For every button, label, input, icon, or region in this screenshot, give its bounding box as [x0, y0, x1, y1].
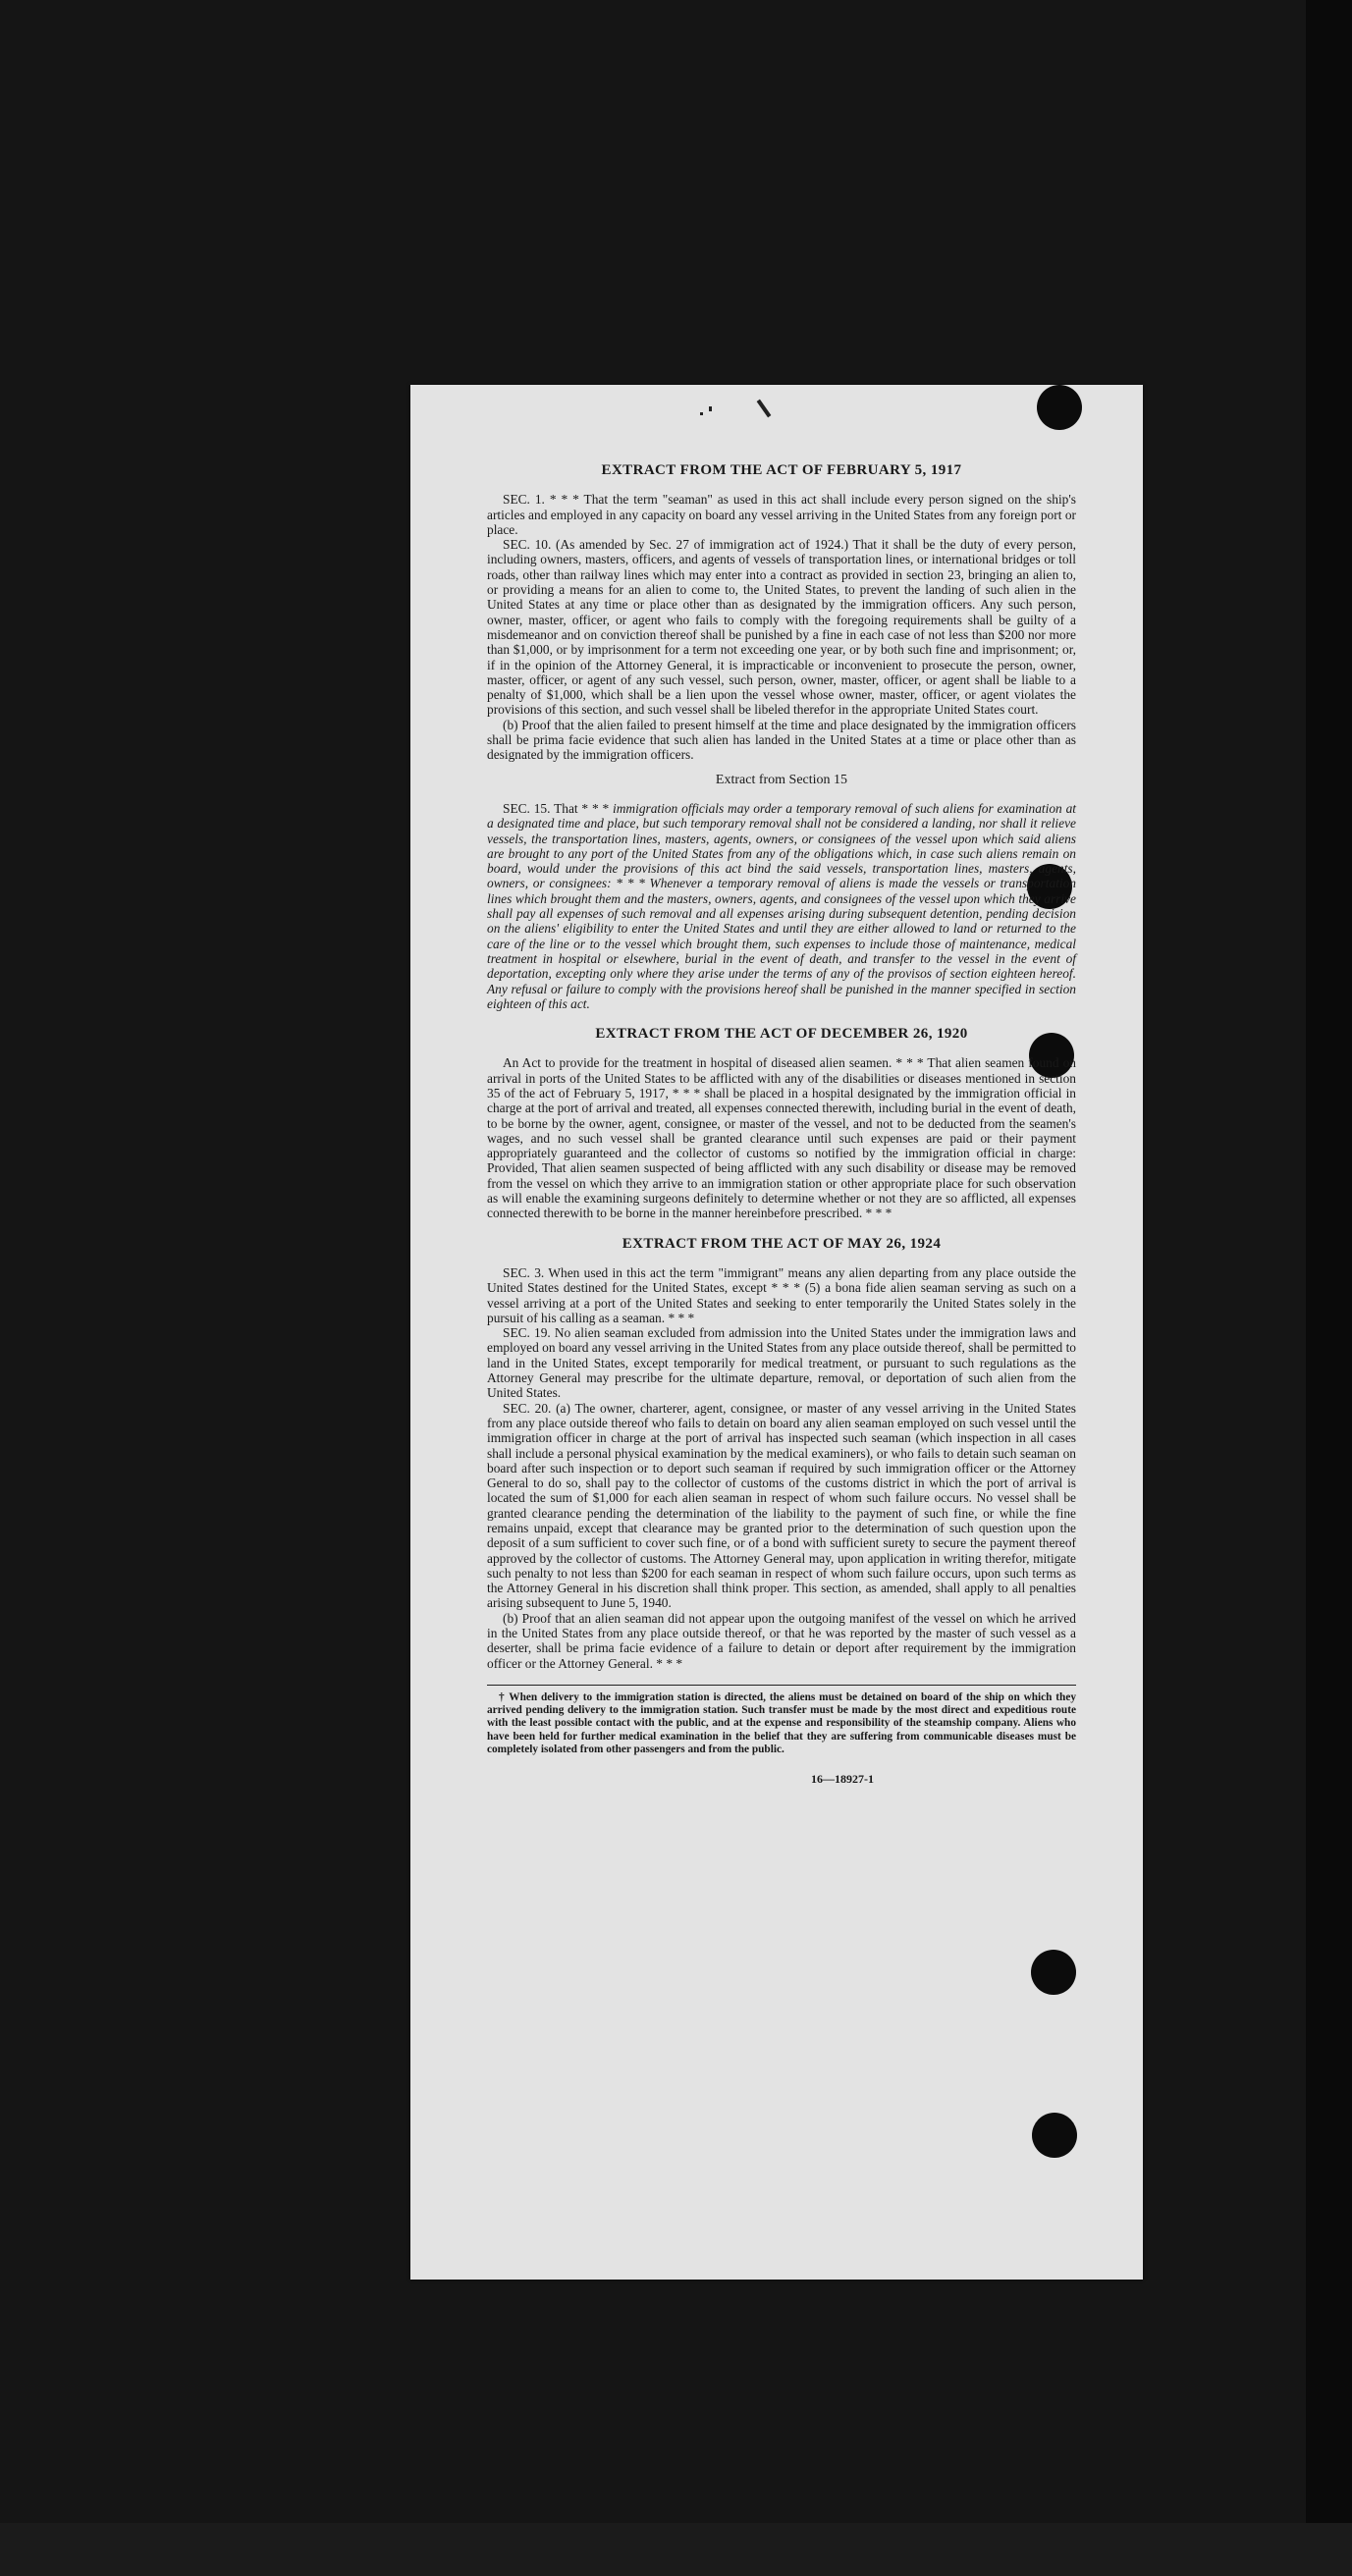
paragraph-act-1920: An Act to provide for the treatment in hospital of diseased alien seamen. * * * That alien seamen found on arrival in ports of the United States to be afflicted with any of the disabilities or diseases mentioned in section 35 of the act of February 5, 1917, * * * shall be placed in a hospital designated by the immigration official in charge at the port of arrival and treated, all expenses connected therewith, including burial in the event of death, to be borne by the owner, agent, consignee, or master of the vessel, and not to be deducted from the seamen's wages, and no such vessel shall be granted clearance until such expenses are paid or their payment appropriately guaranteed and the collector of customs so notified by the immigration official in charge: Provided, That alien seamen suspected of being afflicted with any such disability or disease may be removed from the vessel on which they arrive to an immigration station or other appropriate place for such observation as will enable the examining surgeons definitely to determine whether or not they are so afflicted, all expenses connected therewith to be borne in the manner hereinbefore prescribed. * * * — [487, 1055, 1076, 1221]
sec-15-lead: SEC. 15. That * * * — [503, 800, 614, 816]
paragraph-sec-15 — [487, 801, 1076, 1011]
paragraph-sec-1: SEC. 1. * * * That the term "seaman" as used in this act shall include every person signed on the ship's articles and employed in any capacity on board any vessel arriving in the United States from any foreign port or place. — [487, 492, 1076, 537]
scan-background-edge — [1306, 0, 1352, 2576]
paragraph-sec-19: SEC. 19. No alien seaman excluded from admission into the United States under the immigration laws and employed on board any vessel arriving in the United States from any place outside thereof, shall be permitted to land in the United States, except temporarily for medical treatment, or pursuant to such regulations as the Attorney General may prescribe for the ultimate departure, removal, or deportation of such alien from the United States. — [487, 1325, 1076, 1401]
ink-speck — [709, 406, 712, 411]
paragraph-sec-20a: SEC. 20. (a) The owner, charterer, agent, consignee, or master of any vessel arriving in the United States from any place outside thereof who fails to detain on board any alien seaman employed on such vessel until the immigration officer in charge at the port of arrival has inspected such seaman (which inspection in all cases shall include a personal physical examination by the medical examiners), or who fails to detain such seaman on board after such inspection or to deport such seaman if required by such immigration officer or the Attorney General to do so, shall pay to the collector of customs of the customs district in which the port of arrival is located the sum of $1,000 for each alien seaman in respect of whom such failure occurs. No vessel shall be granted clearance pending the determination of the liability to the payment of such fine, or while the fine remains unpaid, except that clearance may be granted prior to the determination of such question upon the deposit of a sum sufficient to cover such fine, or of a bond with sufficient surety to secure the payment thereof approved by the collector of customs. The Attorney General may, upon application in writing therefor, mitigate such penalty to not less than $200 for each seaman in respect of whom such failure occurs, upon such terms as the Attorney General in his discretion shall think proper. This section, as amended, shall apply to all penalties arising subsequent to June 5, 1940. — [487, 1400, 1076, 1611]
heading-act-may-1924: EXTRACT FROM THE ACT OF MAY 26, 1924 — [622, 1235, 942, 1252]
document-page — [410, 385, 1143, 2280]
punch-hole — [1037, 385, 1082, 430]
paragraph-sec-3: SEC. 3. When used in this act the term "immigrant" means any alien departing from any place outside the United States destined for the United States, except * * * (5) a bona fide alien seaman serving as such on a vessel arriving at a port of the United States and seeking to enter temporarily the United States solely in the pursuit of his calling as a seaman. * * * — [487, 1264, 1076, 1325]
paragraph-sec-20b: (b) Proof that an alien seaman did not appear upon the outgoing manifest of the vessel on which he arrived in the United States from any place outside thereof, or that he was reported by the master of such vessel as a deserter, shall be prima facie evidence of a failure to detain or deport after requirement by the immigration officer or the Attorney General. * * * — [487, 1610, 1076, 1671]
punch-hole — [1032, 2113, 1077, 2158]
document-text — [487, 463, 1076, 1787]
ink-speck — [700, 412, 703, 415]
punch-hole — [1031, 1950, 1076, 1995]
heading-act-dec-1920: EXTRACT FROM THE ACT OF DECEMBER 26, 1920 — [595, 1026, 968, 1043]
footnote-divider — [487, 1685, 1076, 1686]
scan-background-bottom — [0, 2523, 1352, 2576]
paragraph-proof-b: (b) Proof that the alien failed to present himself at the time and place designated by the immigration officers shall be prima facie evidence that such alien has landed in the United States at a time or place other than as designated by the immigration officers. — [487, 717, 1076, 763]
ink-speck — [757, 400, 772, 418]
paragraph-sec-10: SEC. 10. (As amended by Sec. 27 of immigration act of 1924.) That it shall be the duty of every person, including owners, masters, officers, and agents of vessels of transportation lines, or international bridges or toll roads, other than railway lines which may enter into a contract as provided in section 23, bringing an alien to, or providing a means for an alien to come to, the United States, to prevent the landing of such alien in the United States at any time or place other than as designated by the immigration officers. Any such person, owner, master, officer, or agent who fails to comply with the foregoing requirements shall be guilty of a misdemeanor and on conviction thereof shall be punished by a fine in each case of not less than $200 nor more than $1,000, or by imprisonment for a term not exceeding one year, or by both such fine and imprisonment; or, if in the opinion of the Attorney General, it is impracticable or inconvenient to prosecute the person, owner, master, officer, or agent of any such vessel, such person, owner, master, officer, or agent shall be liable to a penalty of $1,000, which shall be a lien upon the vessel whose owner, master, officer, or agent violates the provisions of this section, and such vessel shall be libeled therefor in the appropriate United States court. — [487, 537, 1076, 718]
heading-act-feb-1917: EXTRACT FROM THE ACT OF FEBRUARY 5, 1917 — [601, 462, 962, 478]
sec-15-italic-text: immigration officials may order a temporary removal of such aliens for examination at a designated time and place, but such temporary removal shall not be considered a landing, nor shall it relieve vessels, the transportation lines, masters, agents, owners, or consignees of the vessel upon which said aliens are brought to any port of the United States from any of the obligations which, in case such aliens remain on board, would under the provisions of this act bind the said vessels, transportation lines, masters, agents, owners, or consignees: * * * Whenever a temporary removal of aliens is made the vessels or transportation lines which brought them and the masters, owners, agents, and consignees of the vessel upon which they arrive shall pay all expenses of such removal and all expenses arising during subsequent detention, pending decision on the aliens' eligibility to enter the United States and until they are either allowed to land or returned to the care of the line or to the vessel which brought them, such expenses to include those of maintenance, medical treatment in hospital or elsewhere, burial in the event of death, and transfer to the vessel in the event of deportation, excepting only where they arise under the terms of any of the provisos of section eighteen hereof. Any refusal or failure to comply with the provisions hereof shall be punished in the manner specified in section eighteen of this act. — [487, 800, 1076, 1011]
subheading-section-15: Extract from Section 15 — [715, 772, 848, 787]
footnote: † When delivery to the immigration station is directed, the aliens must be detained on board of the ship on which they arrived pending delivery to the immigration station. Such transfer must be made by the most direct and expeditious route with the least possible contact with the public, and at the expense and responsibility of the steamship company. Aliens who have been held for further medical examination in the belief that they are suffering from communicable diseases must be completely isolated from other passengers and from the public. — [487, 1690, 1076, 1755]
form-number: 16—18927-1 — [811, 1771, 874, 1786]
